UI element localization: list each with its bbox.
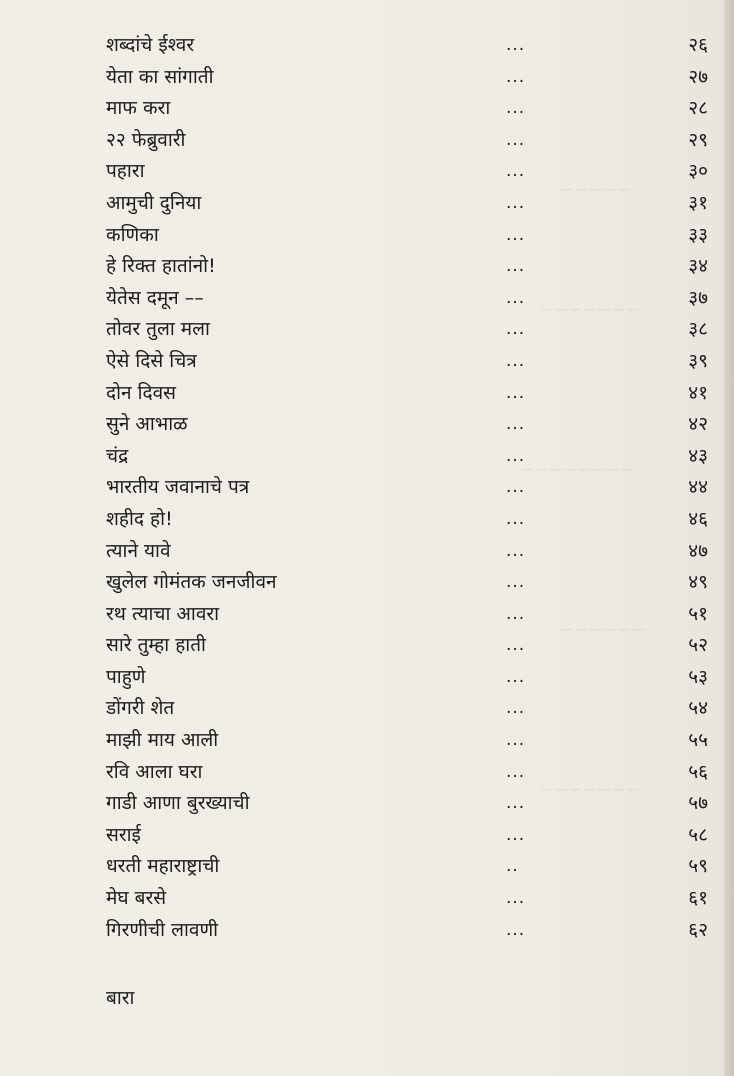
toc-entry <box>106 409 716 441</box>
toc-entry-title: पाहुणे <box>106 665 146 688</box>
toc-entry <box>106 504 716 536</box>
toc-entry-title: धरती महाराष्ट्राची <box>106 855 220 878</box>
toc-entry <box>106 251 716 283</box>
toc-entry-leader: ... <box>506 508 526 529</box>
toc-entry <box>106 30 716 62</box>
toc-entry-page-number: ४३ <box>688 444 708 467</box>
toc-entry-page-number: ५७ <box>688 792 708 815</box>
toc-entry-page-number: ५५ <box>688 729 708 752</box>
toc-entry-page-number: ३८ <box>688 318 708 341</box>
toc-entry-title: हे रिक्त हातांनो! <box>106 255 216 278</box>
toc-entry-leader: ... <box>506 698 526 719</box>
toc-entry <box>106 441 716 473</box>
toc-entry-leader: ... <box>506 98 526 119</box>
toc-entry-title: पहारा <box>106 160 145 183</box>
toc-entry-title: चंद्र <box>106 444 129 467</box>
toc-entry <box>106 62 716 94</box>
toc-entry-page-number: ५३ <box>688 665 708 688</box>
toc-entry-leader: ... <box>506 256 526 277</box>
toc-entry-page-number: ३१ <box>688 191 708 214</box>
toc-entry-title: तोवर तुला मला <box>106 318 210 341</box>
toc-entry-title: ऐसे दिसे चित्र <box>106 349 197 372</box>
toc-entry-leader: ... <box>506 414 526 435</box>
toc-entry-leader: ... <box>506 761 526 782</box>
toc-entry-leader: ... <box>506 793 526 814</box>
toc-entry-leader: ... <box>506 603 526 624</box>
toc-entry-leader: ... <box>506 477 526 498</box>
page-folio: बारा <box>106 987 135 1009</box>
show-through-text: ~~~~~~~ <box>540 300 640 320</box>
show-through-text: ~~~~~~ <box>560 620 646 640</box>
toc-entry-leader: ... <box>506 66 526 87</box>
toc-entry-title: गाडी आणा बुरख्याची <box>106 792 250 815</box>
toc-entry-page-number: ५९ <box>688 855 708 878</box>
toc-entry-leader: ... <box>506 161 526 182</box>
toc-entry-page-number: ६१ <box>688 887 708 910</box>
toc-entry-leader: ... <box>506 350 526 371</box>
toc-entry-leader: ... <box>506 888 526 909</box>
toc-entry-title: खुलेल गोमंतक जनजीवन <box>106 571 277 594</box>
toc-entry-page-number: २६ <box>688 34 708 56</box>
toc-entry-page-number: ३४ <box>688 255 708 278</box>
toc-entry <box>106 93 716 125</box>
toc-entry <box>106 220 716 252</box>
toc-entry <box>106 662 716 694</box>
toc-entry-page-number: ५२ <box>688 634 708 657</box>
page-edge <box>724 0 734 1076</box>
toc-entry-title: २२ फेब्रुवारी <box>106 128 186 151</box>
toc-entry <box>106 883 716 915</box>
toc-entry <box>106 472 716 504</box>
toc-entry-page-number: ५८ <box>688 823 708 846</box>
toc-entry-title: शब्दांचे ईश्वर <box>106 34 195 56</box>
toc-entry <box>106 536 716 568</box>
toc-entry <box>106 788 716 820</box>
toc-entry <box>106 915 716 947</box>
toc-entry-leader: ... <box>506 540 526 561</box>
toc-entry <box>106 693 716 725</box>
toc-entry-page-number: ५१ <box>688 602 708 625</box>
toc-entry-title: गिरणीची लावणी <box>106 918 219 941</box>
table-of-contents <box>106 30 716 946</box>
toc-entry-title: माफ करा <box>106 97 171 120</box>
toc-entry-leader: ... <box>506 287 526 308</box>
toc-entry-page-number: ३७ <box>688 286 708 309</box>
toc-entry-page-number: ४२ <box>688 413 708 436</box>
toc-entry-title: माझी माय आली <box>106 729 219 752</box>
toc-entry-page-number: ४१ <box>688 381 708 404</box>
toc-entry-title: डोंगरी शेत <box>106 697 175 720</box>
toc-entry-page-number: ४९ <box>688 571 708 594</box>
toc-entry <box>106 378 716 410</box>
toc-entry <box>106 188 716 220</box>
show-through-text: ~~~~~~~ <box>540 780 640 800</box>
toc-entry-page-number: २८ <box>688 97 708 120</box>
toc-entry-leader: ... <box>506 635 526 656</box>
toc-entry-page-number: २९ <box>688 128 708 151</box>
toc-entry-leader: ... <box>506 572 526 593</box>
show-through-text: ~~~~~~~~ <box>520 460 634 480</box>
toc-entry-leader: ... <box>506 730 526 751</box>
toc-entry <box>106 599 716 631</box>
toc-entry <box>106 757 716 789</box>
toc-entry <box>106 567 716 599</box>
toc-entry-leader: ... <box>506 666 526 687</box>
toc-entry-leader: ... <box>506 192 526 213</box>
show-through-text: ~~~~~ <box>560 180 632 200</box>
toc-entry-page-number: ५६ <box>688 760 708 783</box>
toc-entry-page-number: ३३ <box>688 223 708 246</box>
toc-entry-page-number: ४७ <box>688 539 708 562</box>
toc-entry-title: आमुची दुनिया <box>106 191 202 214</box>
toc-entry-title: भारतीय जवानाचे पत्र <box>106 476 250 499</box>
toc-entry <box>106 125 716 157</box>
toc-entry <box>106 630 716 662</box>
toc-entry-title: येता का सांगाती <box>106 65 214 88</box>
toc-entry-leader: ... <box>506 224 526 245</box>
toc-entry-page-number: ३० <box>688 160 708 183</box>
toc-entry-leader: ... <box>506 35 526 55</box>
toc-entry-title: रवि आला घरा <box>106 760 203 783</box>
toc-entry-title: सराई <box>106 823 141 846</box>
toc-entry <box>106 851 716 883</box>
toc-entry-title: दोन दिवस <box>106 381 177 404</box>
toc-entry-leader: ... <box>506 382 526 403</box>
toc-entry-leader: ... <box>506 824 526 845</box>
toc-entry-title: कणिका <box>106 223 159 246</box>
toc-entry <box>106 346 716 378</box>
toc-entry-title: रथ त्याचा आवरा <box>106 602 220 625</box>
toc-entry <box>106 314 716 346</box>
toc-entry-title: त्याने यावे <box>106 539 171 562</box>
toc-entry-leader: ... <box>506 919 526 940</box>
toc-entry-title: मेघ बरसे <box>106 887 167 910</box>
toc-entry-page-number: ६२ <box>688 918 708 941</box>
toc-entry <box>106 725 716 757</box>
toc-entry-title: येतेस दमून –– <box>106 286 204 309</box>
toc-entry <box>106 820 716 852</box>
toc-entry <box>106 283 716 315</box>
toc-entry-page-number: २७ <box>688 65 708 88</box>
toc-entry-page-number: ५४ <box>688 697 708 720</box>
toc-entry <box>106 156 716 188</box>
toc-entry-page-number: ३९ <box>688 349 708 372</box>
toc-entry-leader: ... <box>506 445 526 466</box>
toc-entry-leader: .. <box>506 856 519 877</box>
toc-entry-title: शहीद हो! <box>106 507 173 530</box>
toc-entry-title: सुने आभाळ <box>106 413 188 436</box>
toc-entry-leader: ... <box>506 129 526 150</box>
toc-entry-leader: ... <box>506 319 526 340</box>
toc-entry-page-number: ४६ <box>688 507 708 530</box>
toc-entry-title: सारे तुम्हा हाती <box>106 634 206 657</box>
toc-entry-page-number: ४४ <box>688 476 708 499</box>
